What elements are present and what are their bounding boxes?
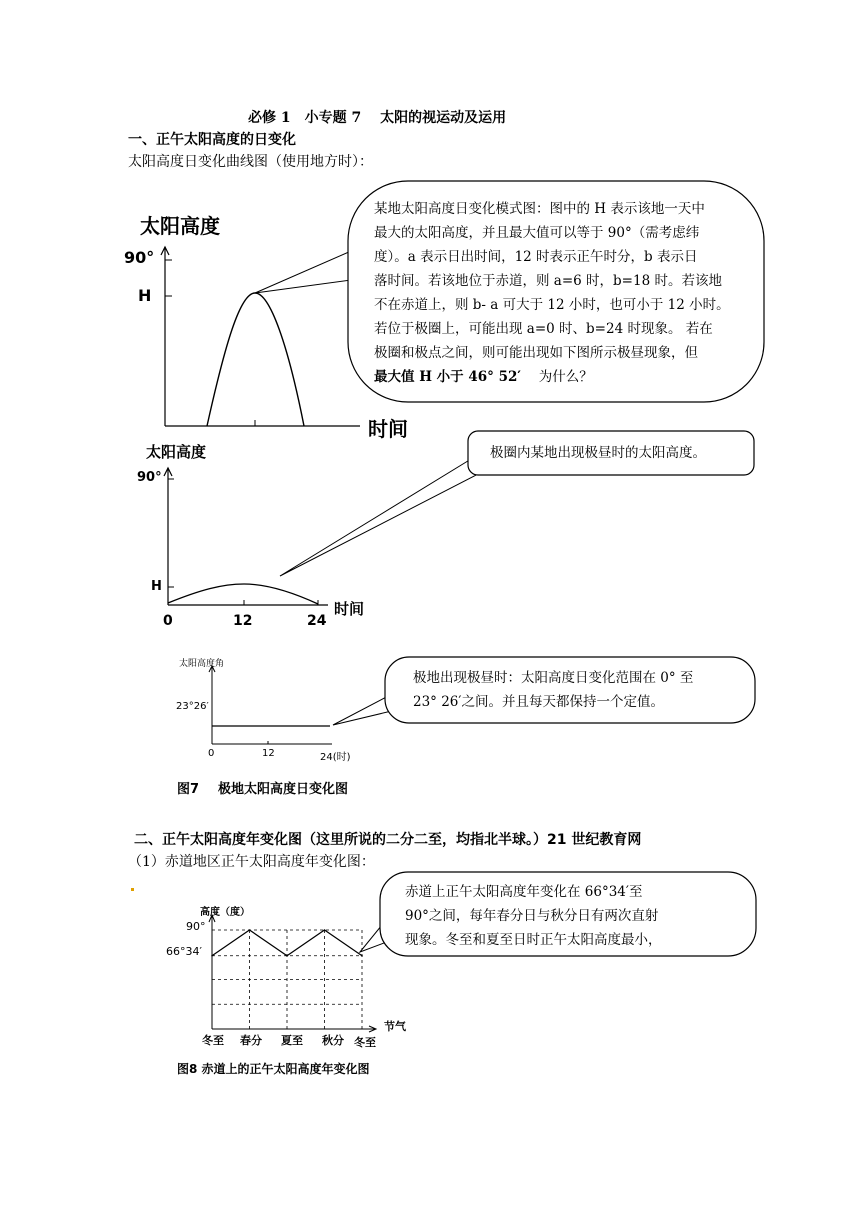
fig-d-callout: 赤道上正午太阳高度年变化在 66°34′至 90°之间，每年春分日与秋分日有两次直射 现象。冬至和夏至日时正午太阳高度最小，: [405, 884, 662, 948]
fig-a-callout: 某地太阳高度日变化模式图：图中的 H 表示该地一天中 最大的太阳高度，并且最大值可以等于 90°（需考虑纬 度）。a 表示日出时间，12 时表示正午时分，b 表示日 落时间。若该地位于赤道，则 a=6 时，b=18 时。若该地 不在赤道上，则 b- a 可大于 12 小时，也可小于 12 小时。 若位于极圈上，可能出现 a=0 时、b=24 时现象。 若在 极圈和极点之间，则可能出现如下图所示极昼现象，但 最大值 H 小于 46° 52′ 为什么？: [374, 201, 730, 385]
fig-d-caption: 图8 赤道上的正午太阳高度年变化图: [177, 1062, 370, 1076]
fig-d-y90: 90°: [186, 920, 206, 933]
fig-c-tick-12: 12: [262, 748, 275, 759]
fig-b-tick-12: 12: [233, 613, 253, 629]
fig-d-cat-2: 夏至: [281, 1034, 303, 1047]
fig-b-xlabel: 时间: [334, 600, 365, 618]
data-point: [249, 929, 251, 931]
section2-sub1: （1）赤道地区正午太阳高度年变化图：: [128, 854, 375, 870]
fig-b-callout: 极圈内某地出现极昼时的太阳高度。: [490, 445, 706, 461]
fig-d-ylabel: 高度（度）: [200, 907, 250, 918]
fig-b-tick-24: 24: [307, 613, 327, 629]
fig-b-tick-0: 0: [163, 613, 173, 629]
fig-b-y90: 90°: [137, 470, 162, 485]
data-point: [324, 929, 326, 931]
data-point: [361, 955, 363, 957]
section1-intro: 太阳高度日变化曲线图（使用地方时）：: [128, 154, 373, 170]
fig-c-yvalue: 23°26′: [176, 701, 209, 712]
fig-d-xlabel: 节气: [384, 1020, 406, 1033]
fig-c-tick-0: 0: [208, 748, 215, 759]
fig-d-cat-4: 冬至: [354, 1036, 376, 1049]
fig-a-yH: H: [138, 286, 152, 305]
fig-b-ylabel: 太阳高度: [146, 443, 207, 461]
fig-b-yH: H: [151, 579, 162, 594]
fig-d-cat-0: 冬至: [202, 1034, 224, 1047]
fig-c-callout: 极地出现极昼时：太阳高度日变化范围在 0° 至 23° 26′之间。并且每天都保持一个定值。: [413, 670, 694, 710]
fig-a-ylabel: 太阳高度: [140, 214, 220, 238]
fig-a-xlabel: 时间: [368, 417, 408, 441]
page-title: 必修 1 小专题 7 太阳的视运动及运用: [248, 110, 507, 126]
fig-c-caption-num: 图7: [177, 782, 200, 797]
fig-a-y90: 90°: [124, 248, 155, 267]
fig-c-tick-24: 24(时): [320, 752, 351, 763]
fig-c-ylabel: 太阳高度角: [179, 659, 225, 669]
data-point: [286, 955, 288, 957]
fig-c-caption: 极地太阳高度日变化图: [218, 782, 349, 797]
fig-d-y66: 66°34′: [166, 945, 202, 958]
fig-d-cat-1: 春分: [240, 1034, 262, 1047]
fig-d-cat-3: 秋分: [322, 1034, 344, 1047]
section2-heading: 二、正午太阳高度年变化图（这里所说的二分二至，均指北半球。）21 世纪教育网: [134, 832, 642, 848]
section1-heading: 一、正午太阳高度的日变化: [128, 132, 296, 148]
